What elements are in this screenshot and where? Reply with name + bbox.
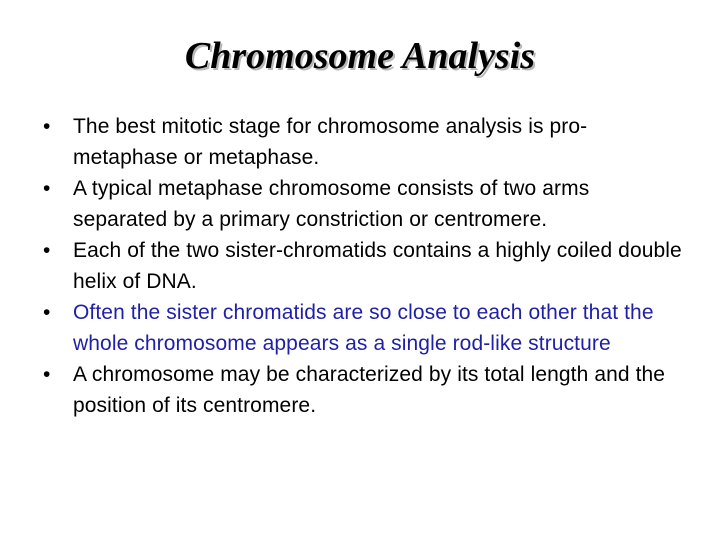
bullet-text: Often the sister chromatids are so close to each other that the whole chromosome appears as a single rod-like structure: [73, 301, 654, 355]
bullet-text: The best mitotic stage for chromosome analysis is pro-metaphase or metaphase.: [73, 115, 588, 169]
bullet-item: [29, 235, 689, 297]
bullet-item: [29, 173, 689, 235]
bullet-icon: •: [43, 177, 51, 200]
bullet-icon: •: [43, 239, 51, 262]
bullet-item: [29, 111, 689, 173]
bullet-icon: •: [43, 363, 51, 386]
bullet-icon: •: [43, 115, 51, 138]
bullet-text: Each of the two sister-chromatids contains a highly coiled double helix of DNA.: [73, 239, 682, 293]
bullet-text: A typical metaphase chromosome consists of two arms separated by a primary constriction or centromere.: [73, 177, 590, 231]
bullet-item-highlighted: [29, 297, 689, 359]
bullet-text: A chromosome may be characterized by its total length and the position of its centromere.: [73, 363, 666, 417]
slide-title: Chromosome Analysis: [184, 35, 536, 77]
bullet-list: [29, 111, 689, 421]
bullet-icon: •: [43, 301, 51, 324]
bullet-item: [29, 359, 689, 421]
